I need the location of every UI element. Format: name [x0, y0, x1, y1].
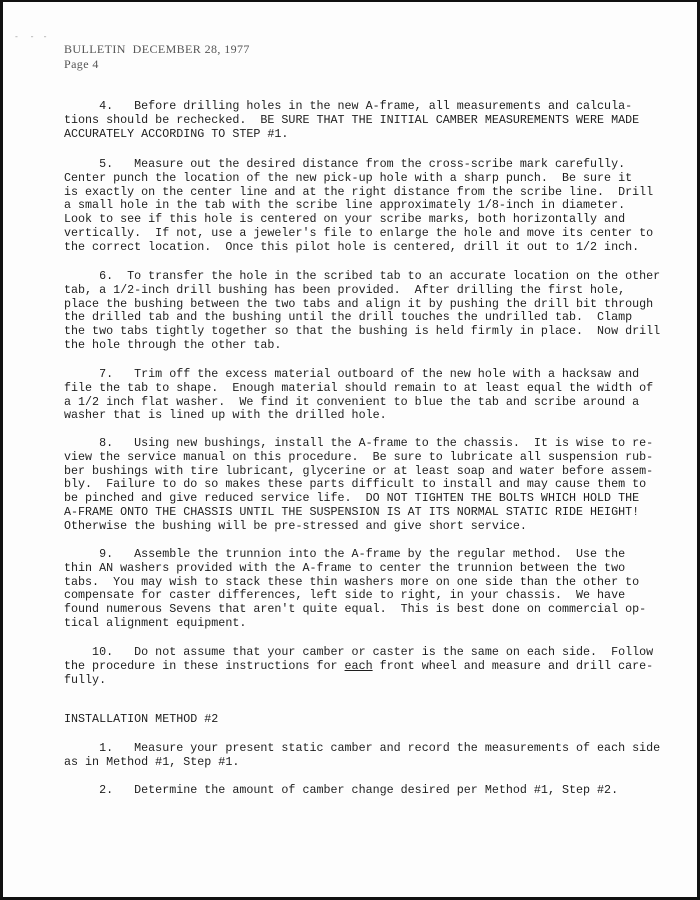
- bulletin-date: BULLETIN DECEMBER 28, 1977: [64, 42, 250, 56]
- text-line: bly. Failure to do so makes these parts difficult to install and may cause them to: [64, 477, 647, 492]
- text-line: 1. Measure your present static camber and record the measurements of each side: [64, 741, 661, 755]
- text-line: 4. Before drilling holes in the new A-frame, all measurements and calcula-: [64, 99, 633, 113]
- text-line: a small hole in the tab with the scribe line approximately 1/8-inch in diameter.: [64, 198, 626, 213]
- text-line: the hole through the other tab.: [64, 337, 282, 352]
- text-line: vertically. If not, use a jeweler's file to enlarge the hole and move its center to: [64, 225, 654, 240]
- emphasis-each: each: [344, 658, 373, 673]
- section-heading: INSTALLATION METHOD #2: [64, 712, 219, 726]
- text-line: file the tab to shape. Enough material should remain to at least equal the width of: [64, 380, 654, 395]
- text-line: compensate for caster differences, left side to right, in your chassis. We have: [64, 588, 626, 603]
- step-10: [64, 646, 684, 687]
- text-line: tions should be rechecked. BE SURE THAT THE INITIAL CAMBER MEASUREMENTS WERE MADE: [64, 112, 640, 127]
- text-line: tab, a 1/2-inch drill bushing has been provided. After drilling the first hole,: [64, 282, 626, 297]
- step-9: [64, 548, 684, 631]
- text-span: front wheel and measure and drill care-: [372, 658, 654, 673]
- text-line: the drilled tab and the bushing until the drill touches the undrilled tab. Clamp: [64, 310, 633, 325]
- method-2-step-1: [64, 742, 684, 770]
- text-line: Center punch the location of the new pick-up hole with a sharp punch. Be sure it: [64, 170, 633, 185]
- step-7: [64, 368, 684, 423]
- text-line: ACCURATELY ACCORDING TO STEP #1.: [64, 126, 289, 141]
- text-line: be pinched and give reduced service life. DO NOT TIGHTEN THE BOLTS WHICH HOLD THE: [64, 491, 640, 506]
- text-line: washer that is lined up with the drilled hole.: [64, 408, 387, 423]
- scan-artifact: - - -: [15, 32, 47, 41]
- text-line: 2. Determine the amount of camber change desired per Method #1, Step #2.: [64, 783, 619, 797]
- text-line: 8. Using new bushings, install the A-frame to the chassis. It is wise to re-: [64, 436, 654, 450]
- text-line: is exactly on the center line and at the right distance from the scribe line. Drill: [64, 184, 654, 199]
- text-line: place the bushing between the two tabs and align it by pushing the drill bit through: [64, 296, 654, 311]
- text-line: Otherwise the bushing will be pre-stressed and give short service.: [64, 518, 527, 533]
- step-5: [64, 158, 684, 255]
- text-line: Look to see if this hole is centered on your scribe marks, both horizontally and: [64, 212, 626, 227]
- step-4: [64, 100, 684, 141]
- page-number: Page 4: [64, 57, 99, 71]
- text-line: [64, 660, 684, 674]
- text-line: the two tabs tightly together so that the bushing is held firmly in place. Now drill: [64, 324, 661, 339]
- step-8: [64, 437, 684, 534]
- step-6: [64, 270, 684, 353]
- text-line: 5. Measure out the desired distance from the cross-scribe mark carefully.: [64, 157, 626, 171]
- text-line: view the service manual on this procedure. Be sure to lubricate all suspension rub-: [64, 449, 654, 464]
- text-line: 9. Assemble the trunnion into the A-frame by the regular method. Use the: [64, 547, 626, 561]
- bulletin-header: [64, 42, 250, 72]
- text-line: a 1/2 inch flat washer. We find it convenient to blue the tab and scribe around a: [64, 394, 640, 409]
- text-line: 6. To transfer the hole in the scribed tab to an accurate location on the other: [64, 269, 661, 283]
- text-line: tical alignment equipment.: [64, 615, 247, 630]
- text-line: as in Method #1, Step #1.: [64, 754, 240, 769]
- text-line: A-FRAME ONTO THE CHASSIS UNTIL THE SUSPENSION IS AT ITS NORMAL STATIC RIDE HEIGHT!: [64, 504, 640, 519]
- text-span: the procedure in these instructions for: [64, 658, 345, 673]
- text-line: 7. Trim off the excess material outboard of the new hole with a hacksaw and: [64, 367, 640, 381]
- method-2-step-2: [64, 784, 684, 798]
- text-line: tabs. You may wish to stack these thin washers more on one side than the other to: [64, 574, 640, 589]
- text-line: found numerous Sevens that aren't quite equal. This is best done on commercial op-: [64, 602, 647, 617]
- text-line: ber bushings with tire lubricant, glycerine or at least soap and water before assem-: [64, 463, 654, 478]
- method-2-section: [64, 713, 684, 727]
- text-line: the correct location. Once this pilot hole is centered, drill it out to 1/2 inch.: [64, 239, 640, 254]
- text-line: 10. Do not assume that your camber or caster is the same on each side. Follow: [64, 645, 654, 659]
- text-line: thin AN washers provided with the A-frame to center the trunnion between the two: [64, 560, 626, 575]
- text-line: fully.: [64, 672, 107, 687]
